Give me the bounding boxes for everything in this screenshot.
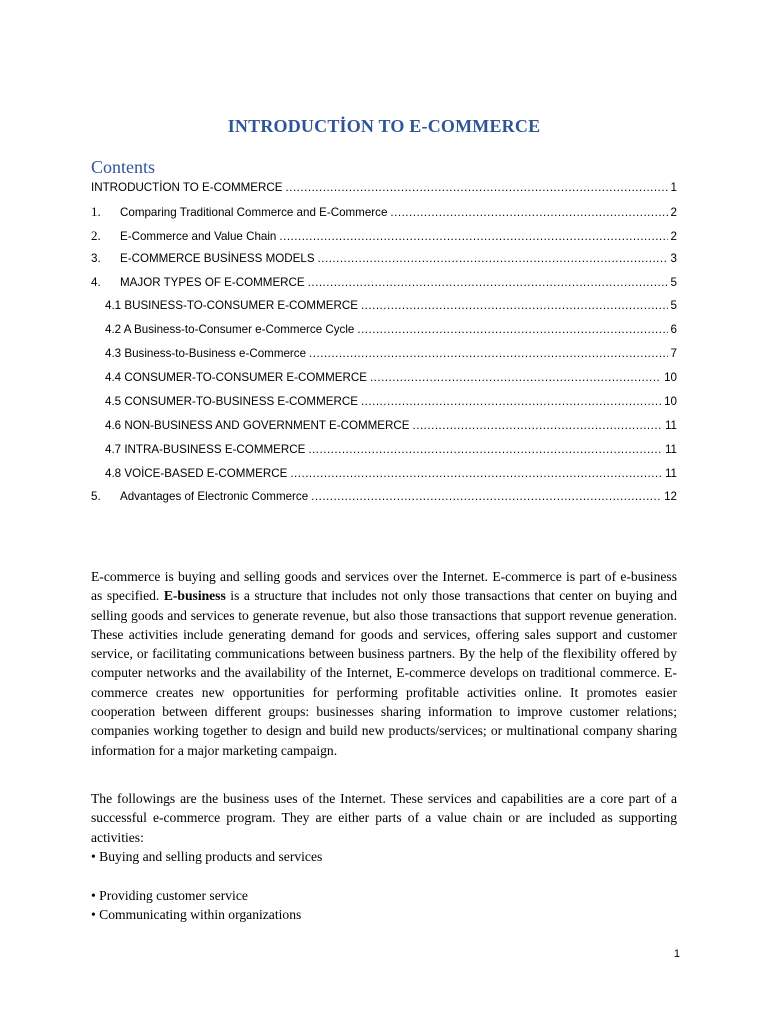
toc-entry[interactable] [105, 442, 677, 458]
toc-entry[interactable] [105, 418, 677, 434]
toc-entry-label: Comparing Traditional Commerce and E-Commerce [120, 206, 388, 219]
toc-dot-leader [311, 489, 661, 505]
page-number: 1 [673, 948, 680, 960]
toc-entry-label: 4.3 Business-to-Business e-Commerce [105, 347, 307, 360]
toc-entry-number: 1. [91, 204, 101, 219]
toc-dot-leader [308, 442, 662, 458]
toc-entry-page: 3 [670, 252, 677, 265]
paragraph-intro [91, 567, 677, 760]
toc-entry-page: 5 [670, 276, 677, 289]
paragraph-intro-start: E-commerce is buying and selling goods and services over the Internet. E-commerce is part of e-business as specified. [91, 569, 677, 604]
toc-entry-page: 11 [664, 443, 677, 456]
contents-heading: Contents [91, 157, 156, 177]
e-business-term: E-business [163, 588, 226, 604]
toc-dot-leader [390, 205, 667, 221]
toc-entry[interactable] [91, 251, 677, 267]
bullet-item: • Communicating within organizations [91, 907, 302, 922]
toc-entry-page: 10 [664, 395, 677, 408]
toc-entry[interactable] [105, 298, 677, 314]
toc-dot-leader [290, 466, 662, 482]
toc-dot-leader [357, 322, 667, 338]
toc-entry-label: E-COMMERCE BUSİNESS MODELS [120, 252, 315, 265]
toc-entry[interactable] [105, 370, 677, 386]
toc-entry-page: 7 [670, 347, 677, 360]
toc-entry[interactable] [91, 489, 677, 505]
toc-dot-leader [286, 180, 668, 196]
toc-dot-leader [361, 298, 668, 314]
toc-entry-page: 11 [664, 419, 677, 432]
toc-entry-label: Advantages of Electronic Commerce [120, 490, 309, 503]
toc-entry-number: 4. [91, 276, 101, 289]
toc-entry-page: 1 [670, 181, 677, 194]
toc-entry-page: 2 [670, 230, 677, 243]
toc-entry-label: 4.4 CONSUMER-TO-CONSUMER E-COMMERCE [105, 371, 367, 384]
toc-entry-label: MAJOR TYPES OF E-COMMERCE [120, 276, 305, 289]
toc-entry[interactable] [105, 346, 677, 362]
toc-entry-label: 4.7 INTRA-BUSINESS E-COMMERCE [105, 443, 306, 456]
toc-entry-page: 12 [664, 490, 677, 503]
toc-dot-leader [318, 251, 668, 267]
toc-entry-label: E-Commerce and Value Chain [120, 230, 277, 243]
toc-entry-label: INTRODUCTİON TO E-COMMERCE [91, 181, 283, 194]
toc-entry-label: 4.1 BUSINESS-TO-CONSUMER E-COMMERCE [105, 299, 358, 312]
toc-entry[interactable] [91, 228, 677, 244]
toc-entry[interactable] [105, 394, 677, 410]
toc-entry-label: 4.6 NON-BUSINESS AND GOVERNMENT E-COMMERCE [105, 419, 410, 432]
toc-entry-page: 5 [670, 299, 677, 312]
toc-dot-leader [361, 394, 661, 410]
bullet-item: • Providing customer service [91, 888, 248, 903]
bullet-item: • Buying and selling products and services [91, 849, 323, 864]
page-title: INTRODUCTİON TO E-COMMERCE [227, 116, 541, 136]
toc-entry-number: 2. [91, 228, 101, 243]
toc-entry-number: 3. [91, 252, 101, 265]
toc-entry-page: 11 [664, 467, 677, 480]
toc-entry-label: 4.2 A Business-to-Consumer e-Commerce Cycle [105, 323, 355, 336]
toc-dot-leader [413, 418, 662, 434]
toc-entry-label: 4.8 VOİCE-BASED E-COMMERCE [105, 467, 288, 480]
toc-entry[interactable] [91, 275, 677, 291]
toc-dot-leader [279, 229, 667, 245]
toc-entry[interactable] [105, 322, 677, 338]
toc-dot-leader [370, 370, 661, 386]
toc-entry-number: 5. [91, 490, 101, 503]
toc-entry-page: 10 [664, 371, 677, 384]
toc-entry-page: 2 [670, 206, 677, 219]
toc-entry[interactable] [105, 466, 677, 482]
toc-entry[interactable] [91, 180, 677, 196]
toc-entry-page: 6 [670, 323, 677, 336]
paragraph-intro-rest: is a structure that includes not only those transactions that center on buying and selling goods and services to generate revenue, but also those transactions that support revenue generation. These activities include generating demand for goods and services, offering sales support and customer service, or facilitating communications between business partners. By the help of the flexibility offered by computer networks and the availability of the Internet, E-commerce develops on traditional commerce. E-commerce creates new opportunities for performing profitable activities online. It promotes easier cooperation between different groups: businesses sharing information to improve customer relations; companies working together to design and build new products/services; or multinational company sharing information for a major marketing campaign. [91, 588, 677, 758]
paragraph-business-uses: The followings are the business uses of the Internet. These services and capabilities are a core part of a successful e-commerce program. They are either parts of a value chain or are included as supporting activities: [91, 791, 677, 845]
toc-entry[interactable] [91, 204, 677, 220]
toc-dot-leader [309, 346, 668, 362]
toc-dot-leader [308, 275, 668, 291]
toc-entry-label: 4.5 CONSUMER-TO-BUSINESS E-COMMERCE [105, 395, 358, 408]
